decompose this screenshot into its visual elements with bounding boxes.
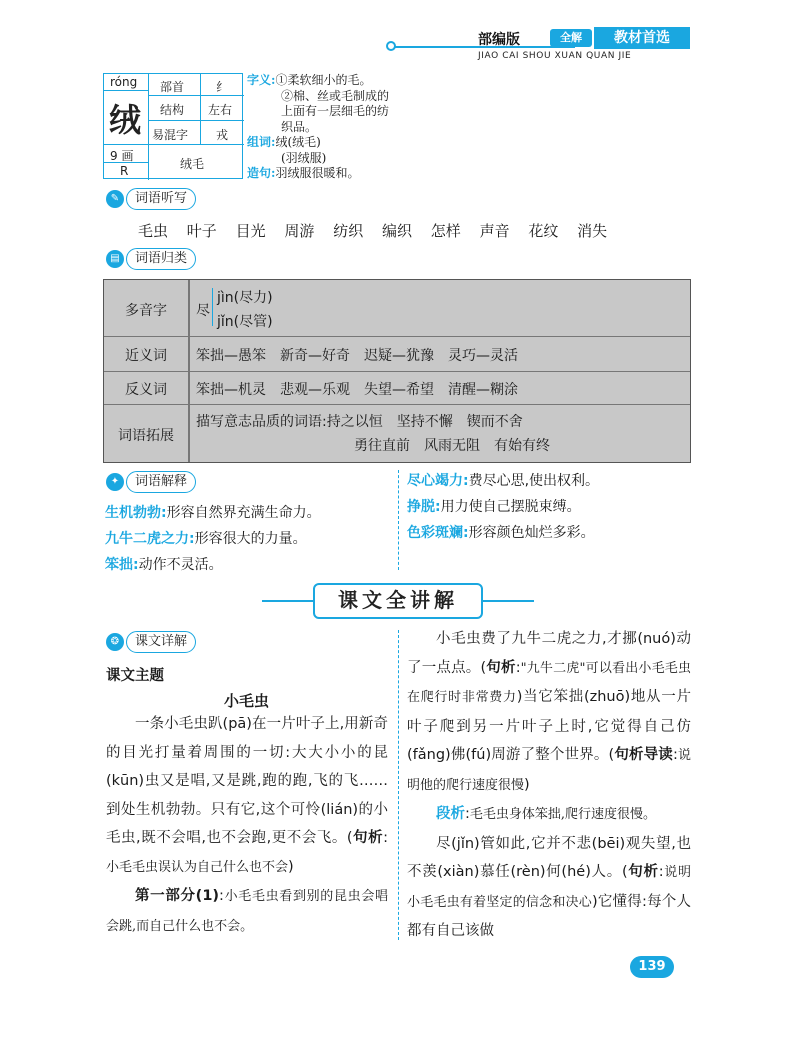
lesson-title: 小毛虫	[224, 692, 270, 710]
classification-table	[103, 279, 691, 463]
header-logo: 全解	[550, 29, 592, 47]
row-body-extension-1: 描写意志品质的词语:持之以恒 坚持不懈 锲而不舍	[196, 414, 523, 430]
lesson-text-left: 一条小毛虫趴(pā)在一片叶子上,用新奇的目光打量着周围的一切:大大小小的昆(kūn)虫又是唱,又是跳,跑的跑,飞的飞……到处生机勃勃。只有它,这个可怜(lián)的小毛虫,既不会唱,也不会跑,更不会飞。(句析:小毛毛虫误认为自己什么也不会) 第一部分(1):小毛毛虫看到别的昆虫会唱会跳,而自己什么也不会。	[106, 716, 389, 934]
banner-line-right	[482, 600, 534, 602]
polyphone-reading-2: jǐn(尽管)	[217, 314, 273, 330]
meaning-2: ②棉、丝或毛制成的上面有一层细毛的纺织品。	[281, 88, 390, 134]
confusable-label: 易混字	[152, 128, 189, 142]
word: 纺织	[333, 222, 364, 240]
term: 挣脱:	[407, 499, 441, 515]
word: 目光	[235, 222, 266, 240]
radical-value: 纟	[216, 80, 229, 94]
word: 毛虫	[138, 222, 169, 240]
row-head-extension: 词语拓展	[118, 428, 174, 444]
brace	[212, 288, 213, 326]
section-banner: 课文全讲解	[313, 583, 483, 619]
stroke-count: 9 画	[110, 149, 134, 163]
lesson-badge: 课文详解	[126, 631, 196, 653]
character-card	[103, 73, 243, 179]
header-pinyin: JIAO CAI SHOU XUAN QUAN JIE	[478, 51, 632, 61]
char-glyph: 绒	[109, 101, 142, 139]
classification-badge: 词语归类	[126, 248, 196, 270]
word: 声音	[479, 222, 510, 240]
definition: 形容颜色灿烂多彩。	[468, 525, 595, 541]
dictation-words	[138, 220, 607, 241]
char-pinyin: róng	[110, 75, 138, 89]
term: 色彩斑斓:	[407, 525, 469, 541]
header-brand: 教材首选	[594, 27, 690, 49]
word: 怎样	[430, 222, 461, 240]
term: 尽心竭力:	[407, 473, 469, 489]
definition: 费尽心思,使出权利。	[468, 473, 600, 489]
word: 叶子	[186, 222, 217, 240]
row-head-antonyms: 反义词	[125, 382, 167, 398]
words-2: (羽绒服)	[281, 150, 327, 165]
definition: 形容很大的力量。	[194, 531, 307, 547]
meaning-1: ①柔软细小的毛。	[275, 73, 372, 87]
dictation-icon: ✎	[106, 190, 124, 208]
row-body-antonyms: 笨拙—机灵 悲观—乐观 失望—希望 清醒—糊涂	[196, 382, 518, 398]
header-edition: 部编版	[478, 32, 520, 48]
word: 消失	[577, 222, 608, 240]
lesson-theme-label: 课文主题	[106, 668, 164, 684]
word: 编织	[381, 222, 412, 240]
structure-label: 结构	[160, 103, 185, 117]
structure-value: 左右	[208, 103, 233, 117]
explanation-right	[407, 468, 697, 546]
definition: 形容自然界充满生命力。	[166, 505, 321, 521]
explanation-badge: 词语解释	[126, 471, 196, 493]
row-head-polyphone: 多音字	[125, 303, 167, 319]
word: 花纹	[528, 222, 559, 240]
page-number: 139	[630, 956, 674, 978]
lesson-icon: ❂	[106, 633, 124, 651]
word: 周游	[284, 222, 315, 240]
character-definitions	[247, 73, 397, 182]
lesson-text-right: 小毛虫费了九牛二虎之力,才挪(nuó)动了一点点。(句析:"九牛二虎"可以看出小毛毛虫在爬行时非常费力)当它笨拙(zhuō)地从一片叶子爬到另一片叶子上时,它觉得自己仿(fǎng)佛(fú)周游了整个世界。(句析导读:说明他的爬行速度很慢) 段析:毛毛虫身体笨拙,爬行速度很慢。 尽(jǐn)管如此,它并不悲(bēi)观失望,也不羡(xiàn)慕任(rèn)何(hé)人。(句析:说明小毛毛虫有着坚定的信念和决心)它懂得:每个人都有自己该做	[407, 631, 691, 939]
definition: 动作不灵活。	[138, 557, 223, 573]
explanation-left	[105, 500, 395, 578]
row-body-synonyms: 笨拙—愚笨 新奇—好奇 迟疑—犹豫 灵巧—灵活	[196, 348, 518, 364]
banner-line-left	[262, 600, 314, 602]
classification-icon: ▤	[106, 250, 124, 268]
row-head-synonyms: 近义词	[125, 348, 167, 364]
meaning-label: 字义:	[247, 73, 276, 87]
example-word: 绒毛	[180, 157, 205, 171]
words-1: 绒(绒毛)	[275, 135, 321, 149]
polyphone-char: 尽	[196, 303, 210, 319]
dictation-badge: 词语听写	[126, 188, 196, 210]
pinyin-initial: R	[120, 164, 129, 178]
definition: 用力使自己摆脱束缚。	[440, 499, 581, 515]
column-divider	[398, 470, 399, 570]
term: 生机勃勃:	[105, 505, 167, 521]
term: 笨拙:	[105, 557, 139, 573]
radical-label: 部首	[160, 80, 185, 94]
lesson-column-divider	[398, 630, 399, 940]
term: 九牛二虎之力:	[105, 531, 195, 547]
sentence: 羽绒服很暖和。	[275, 166, 360, 180]
sentence-label: 造句:	[247, 166, 276, 180]
explanation-icon: ✦	[106, 473, 124, 491]
words-label: 组词:	[247, 135, 276, 149]
row-body-extension-2: 勇往直前 风雨无阻 有始有终	[354, 438, 550, 454]
confusable-value: 戎	[216, 128, 229, 142]
polyphone-reading-1: jìn(尽力)	[217, 290, 273, 306]
